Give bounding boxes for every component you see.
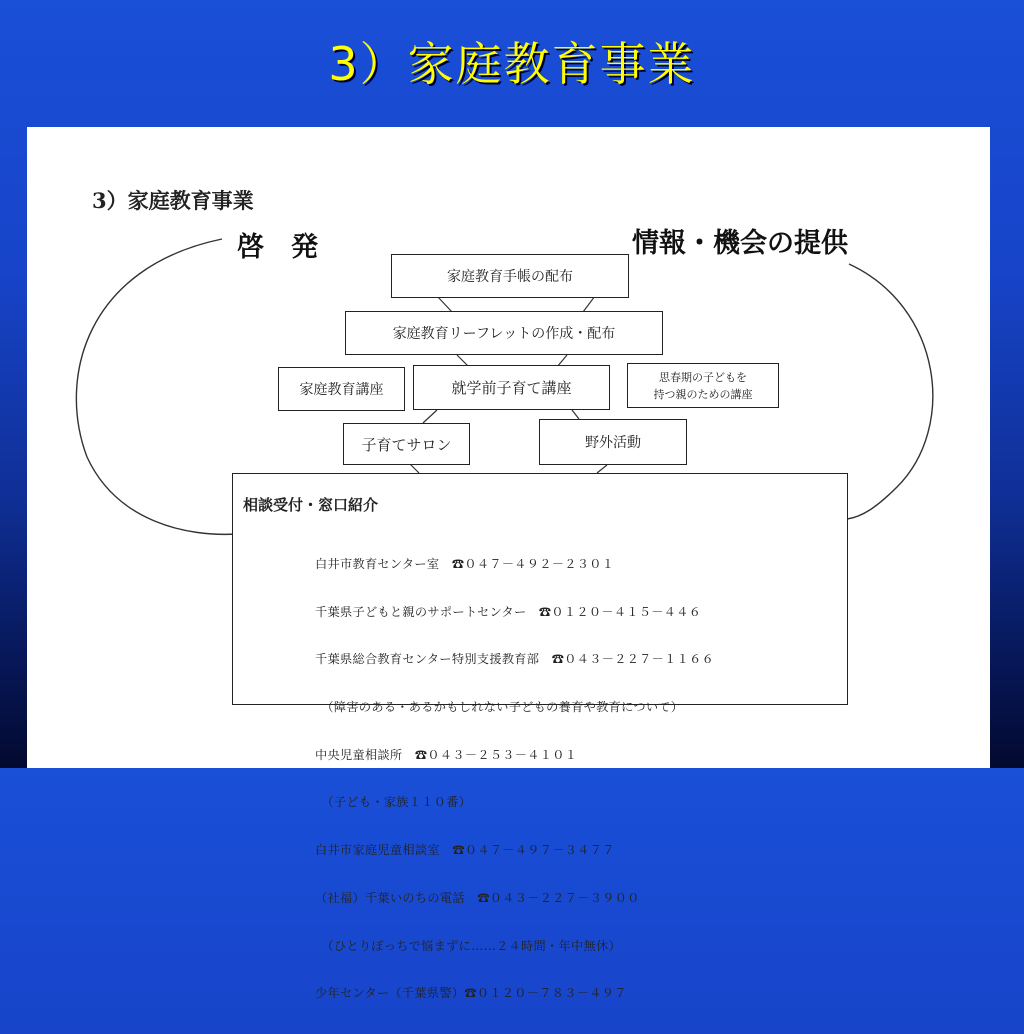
- scanned-diagram: [27, 127, 990, 1001]
- left-arc: [76, 239, 237, 534]
- consult-line: （社福）千葉いのちの電話 ☎０４３－２２７－３９００: [315, 890, 640, 905]
- label-enlightenment: 啓 発: [237, 232, 318, 263]
- box-course: 家庭教育講座: [278, 367, 405, 411]
- box-adolescent-line1: 思春期の子どもを: [659, 370, 747, 384]
- consult-line: 白井市家庭児童相談室 ☎０４７－４９７－３４７７: [315, 843, 615, 858]
- box-outdoor: 野外活動: [539, 419, 687, 465]
- consult-line: 千葉県子どもと親のサポートセンター ☎０１２０－４１５－４４６: [315, 604, 702, 619]
- connector: [437, 296, 452, 312]
- box-preschool: 就学前子育て講座: [413, 365, 610, 410]
- slide-title: 3）家庭教育事業: [328, 37, 696, 91]
- connector: [572, 410, 579, 419]
- label-information: 情報・機会の提供: [632, 228, 848, 259]
- consult-line: 千葉県総合教育センター特別支援教育部 ☎０４３－２２７－１１６６: [315, 652, 715, 667]
- connector: [583, 296, 595, 312]
- consult-line: （子ども・家族１１０番）: [315, 795, 472, 810]
- box-handbook: 家庭教育手帳の配布: [391, 254, 629, 298]
- consultation-title: 相談受付・窓口紹介: [243, 496, 379, 514]
- consult-line: 白井市教育センター室 ☎０４７－４９２－２３０１: [315, 556, 615, 571]
- connector: [423, 410, 437, 423]
- consult-line: 中央児童相談所 ☎０４３－２５３－４１０１: [315, 747, 578, 762]
- scan-heading: 3）家庭教育事業: [92, 188, 254, 213]
- box-adolescent-course: [627, 363, 779, 408]
- consult-line: 少年センター（千葉県警）☎０１２０－７８３－４９７: [315, 986, 627, 1001]
- consult-line: （障害のある・あるかもしれない子どもの養育や教育について）: [315, 699, 684, 714]
- right-arc: [847, 264, 933, 519]
- box-adolescent-line2: 持つ親のための講座: [653, 387, 753, 401]
- connector: [597, 465, 607, 473]
- box-leaflet: 家庭教育リーフレットの作成・配布: [345, 311, 663, 355]
- consult-line: （ひとりぼっちで悩まずに……２４時間・年中無休）: [315, 938, 621, 953]
- box-salon: 子育てサロン: [343, 423, 470, 465]
- consultation-list: [315, 525, 714, 1034]
- consultation-box: [232, 473, 848, 1001]
